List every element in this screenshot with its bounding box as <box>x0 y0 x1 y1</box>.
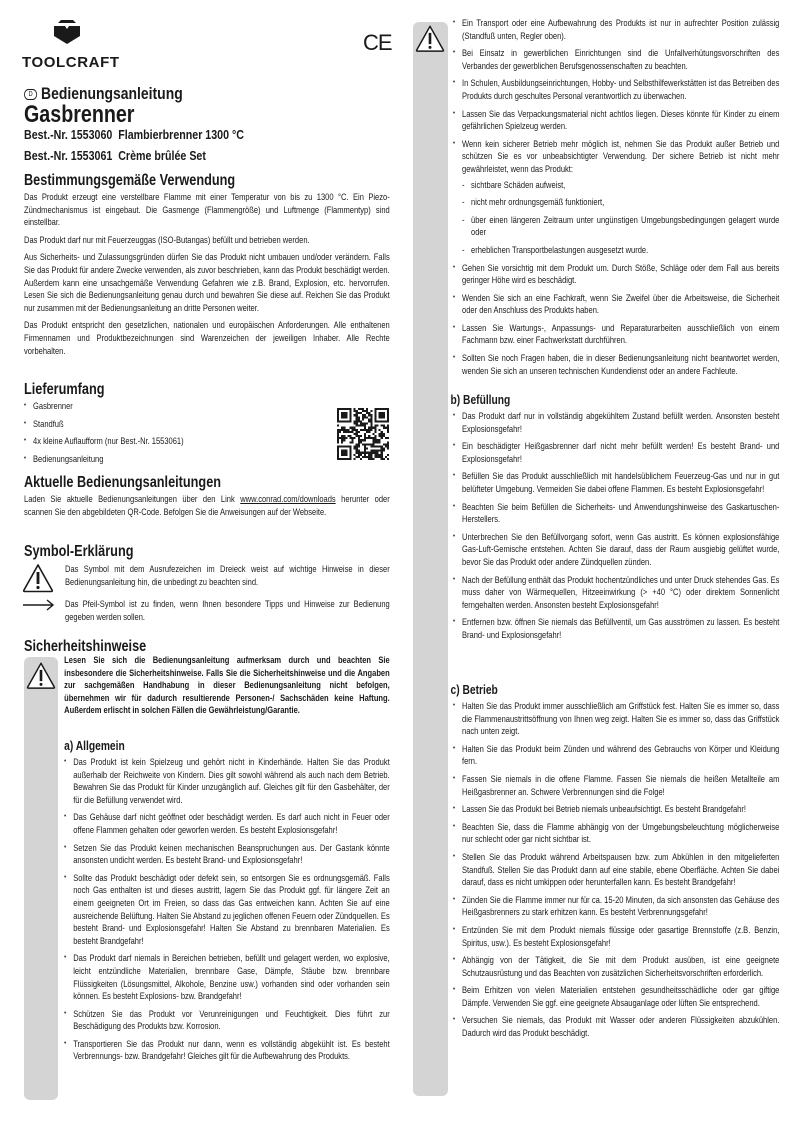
list-item: • Standfuß <box>24 418 390 431</box>
list-item: • Sollte das Produkt beschädigt oder defekt sein, so entsorgen Sie es ordnungsgemäß. Falls noch Gas enthalten ist und dieses austritt, lagern Sie das Produkt ggf. für längere Zeit an einem geeigneten Ort im Freien, so dass das Gas entweichen kann. Achten Sie auf eine ausreichende Belüftung. Halten Sie Abstand zu jeglichen offenen Feuern oder Zündquellen. Es besteht Brand- und Explosionsgefahr! Halten Sie Abstand zu brennbaren Materialien. Es besteht Brandgefahr! <box>64 872 390 948</box>
doc-type: Bedienungsanleitung <box>41 84 183 103</box>
warning-symbol-text: Das Symbol mit dem Ausrufezeichen im Dreieck weist auf wichtige Hinweise in dieser Bedienungsanleitung hin, die unbedingt zu beachten sind. <box>65 564 390 587</box>
paragraph: Aus Sicherheits- und Zulassungsgründen dürfen Sie das Produkt nicht umbauen und/oder verändern. Falls Sie das Produkt für andere Zwecke verwenden, als zuvor beschrieben, kann das Produkt beschädigt werden. Außerdem kann eine unsachgemäße Verwendung Gefahren wie z.B. Brand, Explosion, etc. hervorrufen. Lesen Sie sich die Bedienungsanleitung genau durch und bewahren Sie diese auf. Reichen Sie das Produkt nur zusammen mit der Bedienungsanleitung an dritte Personen weiter. <box>24 252 390 313</box>
list-item: • Versuchen Sie niemals, das Produkt mit Wasser oder anderen Flüssigkeiten abzukühlen. Dadurch wird das Produkt beschädigt. <box>453 1014 779 1039</box>
scope-section <box>24 381 390 470</box>
list-item: • Das Gehäuse darf nicht geöffnet oder beschädigt werden. Es darf auch nicht in Feuer oder offene Flammen gehalten oder geworfen werden. Es besteht Explosionsgefahr! <box>64 811 390 836</box>
list-item: • Wenden Sie sich an eine Fachkraft, wenn Sie Zweifel über die Arbeitsweise, die Sicherheit oder den Anschluss des Produkts haben. <box>453 292 779 317</box>
order-number-2: Best.-Nr. 1553061 Crème brûlée Set <box>24 148 206 163</box>
list-item: Wenn kein sicherer Betrieb mehr möglich ist, nehmen Sie das Produkt außer Betrieb und schützen Sie es vor unbeabsichtigter Verwendung. Der sichere Betrieb ist nicht mehr gewährleistet, wenn das Produkt: <box>462 138 780 174</box>
page-title: Gasbrenner <box>24 101 135 128</box>
subsection-heading: c) Betrieb <box>450 683 498 697</box>
downloads-link[interactable]: www.conrad.com/downloads <box>240 494 336 504</box>
arrow-right-icon <box>23 598 55 616</box>
list-item: • In Schulen, Ausbildungseinrichtungen, Hobby- und Selbsthilfewerkstätten ist das Betreiben des Produkts durch geschultes Personal verantwortlich zu überwachen. <box>453 77 779 102</box>
qr-code[interactable] <box>337 408 389 465</box>
list-item: • Lassen Sie das Produkt bei Betrieb niemals unbeaufsichtigt. Es besteht Brandgefahr! <box>453 803 779 816</box>
text: Laden Sie aktuelle Bedienungsanleitungen über den Link <box>24 494 241 504</box>
list-item: - erheblichen Transportbelastungen ausgesetzt wurde. <box>462 244 779 257</box>
list-item: • Das Produkt darf nur in vollständig abgekühltem Zustand befüllt werden. Ansonsten besteht Explosionsgefahr! <box>453 410 779 435</box>
section-heading: Sicherheitshinweise <box>24 638 147 655</box>
list-item: • Beachten Sie beim Befüllen die Sicherheits- und Anwendungshinweise des Gaskartuschen-Herstellers. <box>453 501 779 526</box>
list-item: • Gasbrenner <box>24 400 390 413</box>
list-item: • Halten Sie das Produkt beim Zünden und während des Gebrauchs von Körper und Kleidung fern. <box>453 743 779 768</box>
warning-triangle-icon <box>26 661 56 695</box>
list-item: • Ein Transport oder eine Aufbewahrung des Produkts ist nur in aufrechter Position zulässig (Standfuß unten, Regler oben). <box>453 17 779 42</box>
subsection-heading: a) Allgemein <box>64 739 125 753</box>
list-item: • Das Produkt darf niemals in Bereichen betrieben, befüllt und gelagert werden, wo explosive, leicht entzündliche Materialien, brennbare Gase, Dämpfe, Stäube bzw. brennbare Flüssigkeiten (Lösungsmittel, Alkohole, Benzine usw.) vorhanden sind oder vorhanden sein können. Es besteht Explosions- bzw. Brandgefahr! <box>64 952 390 1002</box>
list-item: • Beim Erhitzen von vielen Materialien entstehen gesundheitsschädliche oder gar giftige Dämpfe. Verwenden Sie ggf. eine geeignete Absauganlage oder lüften Sie entsprechend. <box>453 984 779 1009</box>
list-item: • Abhängig von der Tätigkeit, die Sie mit dem Produkt ausüben, ist eine geeignete Schutzausrüstung und das Beachten von zusätzlichen Sicherheitsvorschriften erforderlich. <box>453 954 779 979</box>
symbols-section <box>24 543 390 562</box>
arrow-symbol-text: Das Pfeil-Symbol ist zu finden, wenn Ihnen besondere Tipps und Hinweise zur Bedienung gegeben werden sollen. <box>65 599 390 622</box>
list-item: • Stellen Sie das Produkt während Arbeitspausen bzw. zum Abkühlen in den mitgelieferten Standfuß. Stellen Sie das Produkt dann auf eine stabile, ebene Oberfläche. Achten Sie dabei darauf, dass es nicht umkippen oder herunterfallen kann. Es besteht Brandgefahr! <box>453 851 779 889</box>
list-item: - über einen längeren Zeitraum unter ungünstigen Umgebungsbedingungen gelagert wurde oder <box>462 214 779 239</box>
list-item: • Das Produkt ist kein Spielzeug und gehört nicht in Kinderhände. Halten Sie das Produkt außerhalb der Reichweite von Kindern. Dies gilt sowohl während als auch nach dem Betrieb. Bewahren Sie das Produkt für Kinder unzugänglich auf. Gleiches gilt für den Gasbehälter, der für die Befüllung verwendet wird. <box>64 756 390 806</box>
list-item: • Gehen Sie vorsichtig mit dem Produkt um. Durch Stöße, Schläge oder dem Fall aus bereits geringer Höhe wird es beschädigt. <box>453 262 779 287</box>
order-number-1: Best.-Nr. 1553060 Flambierbrenner 1300 °C <box>24 127 244 142</box>
list-item: - nicht mehr ordnungsgemäß funktioniert, <box>462 196 779 209</box>
list-item: • Setzen Sie das Produkt keinen mechanischen Beanspruchungen aus. Der Gastank könnte ansonsten undicht werden. Es besteht Brand- und Explosionsgefahr! <box>64 842 390 867</box>
text: herunter oder scannen Sie den abgebildeten QR-Code. Befolgen Sie die Anweisungen auf der Webseite. <box>24 494 390 517</box>
list-item: • Ein beschädigter Heißgasbrenner darf nicht mehr befüllt werden! Es besteht Brand- und Explosionsgefahr! <box>453 440 779 465</box>
list-item: • Lassen Sie Wartungs-, Anpassungs- und Reparaturarbeiten ausschließlich von einem Fachmann bzw. einer Fachwerkstatt durchführen. <box>453 322 779 347</box>
list-item: • Entfernen bzw. öffnen Sie niemals das Befüllventil, um Gas ausströmen zu lassen. Es besteht Brand- und Explosionsgefahr! <box>453 616 779 641</box>
list-item: • Beachten Sie, dass die Flamme abhängig von der Umgebungsbeleuchtung möglicherweise nur schlecht oder gar nicht sichtbar ist. <box>453 821 779 846</box>
list-item: • Entzünden Sie mit dem Produkt niemals flüssige oder gasartige Brennstoffe (z.B. Benzin, Spiritus, usw.). Es besteht Explosionsgefahr! <box>453 924 779 949</box>
list-item: • Unterbrechen Sie den Befüllvorgang sofort, wenn Gas austritt. Es können explosionsfähige Gas-Luft-Gemische entstehen. Achten Sie darauf, dass der Raum ausgiebig gelüftet wurde, bevor Sie das Produkt oder andere Zündquellen zünden. <box>453 531 779 569</box>
warning-triangle-icon <box>415 24 445 58</box>
safety-intro: Lesen Sie sich die Bedienungsanleitung aufmerksam durch und beachten Sie insbesondere die Sicherheitshinweise. Falls Sie die Sicherheitshinweise und die Angaben zur sachgemäßen Handhabung in dieser Bedienungsanleitung nicht befolgen, übernehmen wir für dadurch resultierende Personen-/ Sachschäden keine Haftung. Außerdem erlischt in solchen Fällen die Gewährleistung/Garantie. <box>64 655 390 716</box>
language-badge-icon: D <box>24 89 37 100</box>
paragraph: Das Produkt entspricht den gesetzlichen, nationalen und europäischen Anforderungen. Alle enthaltenen Firmennamen und Produktbezeichnungen sind Warenzeichen der jeweiligen Inhaber. Alle Rechte vorbehalten. <box>24 320 390 356</box>
brand-name: TOOLCRAFT <box>22 54 120 71</box>
toolcraft-logo-icon <box>52 20 82 49</box>
list-item: • Befüllen Sie das Produkt ausschließlich mit handelsüblichem Feuerzeug-Gas und nur in gut belüfteter Umgebung. Vermeiden Sie dabei offene Flammen. Es besteht Explosionsgefahr! <box>453 470 779 495</box>
list-item: • Fassen Sie niemals in die offene Flamme. Fassen Sie niemals die heißen Metallteile am Heißgasbrenner an. Schwere Verbrennungen sind die Folge! <box>453 773 779 798</box>
warning-triangle-icon <box>22 563 54 598</box>
list-item: - sichtbare Schäden aufweist, <box>462 179 779 192</box>
list-item: • Bedienungsanleitung <box>24 453 390 466</box>
list-item: • Sollten Sie noch Fragen haben, die in dieser Bedienungsanleitung nicht beantwortet werden, wenden Sie sich an unseren technischen Kundendienst oder an andere Fachleute. <box>453 352 779 377</box>
list-item: • 4x kleine Auflaufform (nur Best.-Nr. 1553061) <box>24 435 390 448</box>
list-item: • Transportieren Sie das Produkt nur dann, wenn es vollständig abgekühlt ist. Es besteht Verbrennungs- bzw. Brandgefahr! Gleiches gilt für die Aufbewahrung des Produkts. <box>64 1038 390 1063</box>
list-item: • Halten Sie das Produkt immer ausschließlich am Griffstück fest. Halten Sie es immer so, dass die Flammenaustrittsöffnung von Ihnen weg zeigt. Halten Sie es immer so, dass das Griffstück nach unten zeigt. <box>453 700 779 738</box>
section-heading: Aktuelle Bedienungsanleitungen <box>24 474 222 491</box>
safety-sidebar <box>24 657 58 1100</box>
section-heading: Symbol-Erklärung <box>24 543 134 560</box>
manuals-section <box>24 474 390 523</box>
list-item: • Nach der Befüllung enthält das Produkt hochentzündliches und unter Druck stehendes Gas. Es muss daher von Wärmequellen, Hitzeeinwirkung (> +40 °C) oder direktem Sonnenlicht ferngehalten werden. Ansonsten besteht Explosionsgefahr! <box>453 574 779 612</box>
subsection-heading: b) Befüllung <box>450 393 511 407</box>
ce-mark: CE <box>363 30 392 55</box>
section-heading: Lieferumfang <box>24 381 105 398</box>
section-heading: Bestimmungsgemäße Verwendung <box>24 172 236 189</box>
list-item: • Lassen Sie das Verpackungsmaterial nicht achtlos liegen. Dieses könnte für Kinder zu einem gefährlichen Spielzeug werden. <box>453 108 779 133</box>
list-item: • Bei Einsatz in gewerblichen Einrichtungen sind die Unfallverhütungsvorschriften des Verbandes der gewerblichen Berufsgenossenschaften zu beachten. <box>453 47 779 72</box>
list-item: • Schützen Sie das Produkt vor Verunreinigungen und Feuchtigkeit. Dies führt zur Beschädigung des Produkts bzw. Korrosion. <box>64 1008 390 1033</box>
safety-sidebar-right <box>413 22 448 1096</box>
intended-use-section <box>24 172 390 362</box>
paragraph: Das Produkt darf nur mit Feuerzeuggas (ISO-Butangas) befüllt und betrieben werden. <box>24 234 310 245</box>
paragraph: Das Produkt erzeugt eine verstellbare Flamme mit einer Temperatur von bis zu 1300 °C. Ein Piezo-Zündmechanismus ist eingebaut. Die Gasmenge (Flammengröße) und Luftmenge (Flammentyp) sind einstellbar. <box>24 192 390 228</box>
list-item: • Zünden Sie die Flamme immer nur für ca. 15-20 Minuten, da sich ansonsten das Gehäuse des Heißgasbrenners zu stark erhitzen kann. Es besteht Verbrennungsgefahr! <box>453 894 779 919</box>
